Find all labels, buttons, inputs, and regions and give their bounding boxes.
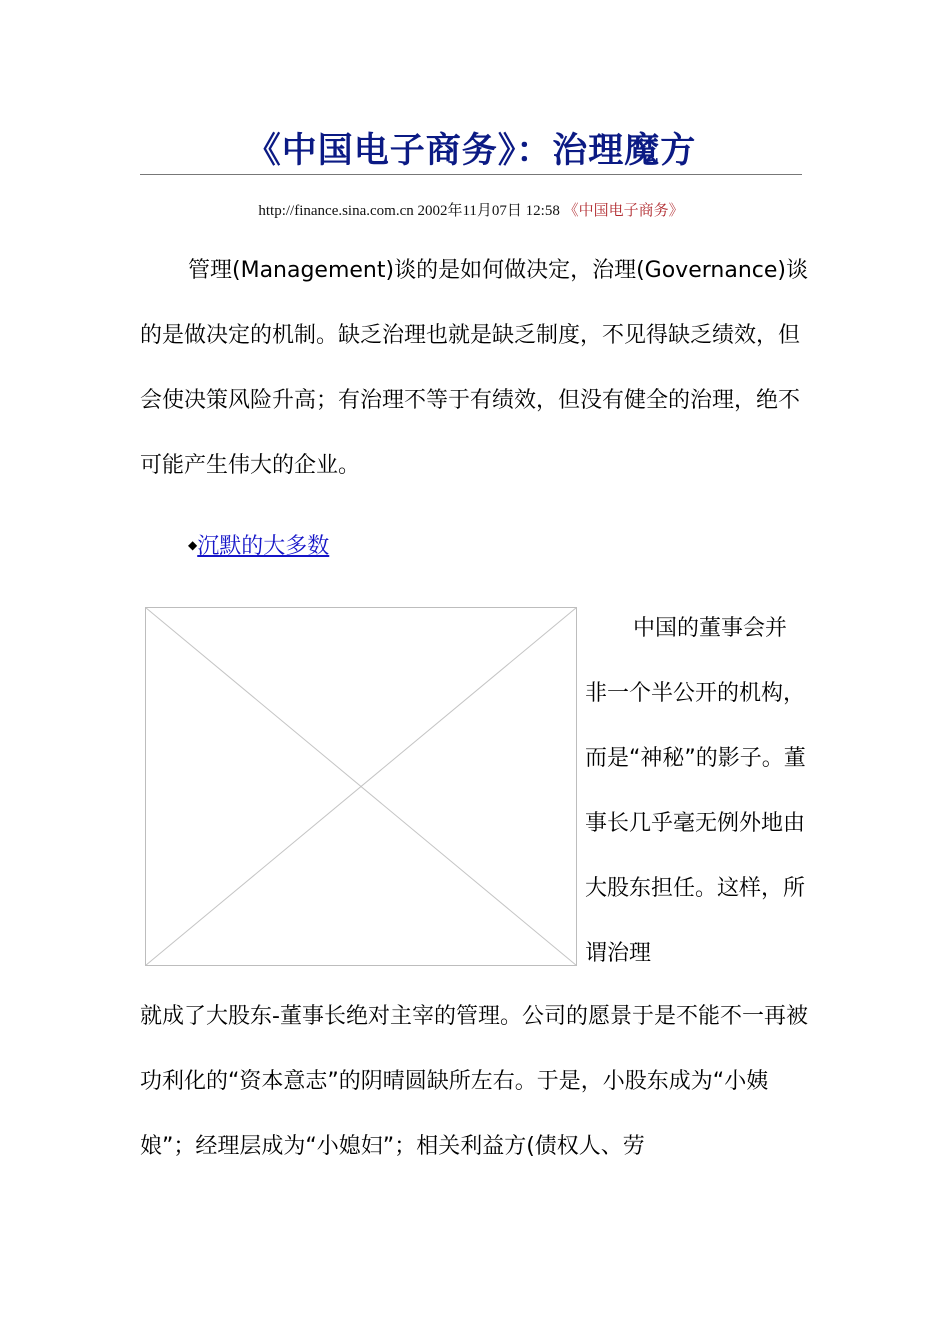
- image-placeholder: [145, 607, 577, 966]
- diamond-bullet-icon: ◆: [188, 538, 198, 552]
- article-meta: [140, 200, 802, 222]
- section-heading: [188, 528, 329, 564]
- article-title: 《中国电子商务》：治理魔方: [245, 130, 697, 171]
- meta-url-date: http://finance.sina.com.cn 2002年11月07日 12:58: [258, 203, 560, 219]
- section-link[interactable]: 沉默的大多数: [197, 534, 330, 559]
- intro-paragraph: 管理(Management)谈的是如何做决定，治理(Governance)谈的是做决定的机制。缺乏治理也就是缺乏制度，不见得缺乏绩效，但会使决策风险升高；有治理不等于有绩效，但没有健全的治理，绝不可能产生伟大的企业。: [140, 258, 808, 478]
- broken-image-icon: [145, 607, 577, 966]
- meta-source: 《中国电子商务》: [563, 203, 684, 219]
- side-paragraph: 中国的董事会并非一个半公开的机构，而是“神秘”的影子。董事长几乎毫无例外地由大股东担任。这样，所谓治理: [585, 616, 806, 966]
- title-divider: [140, 174, 802, 175]
- body-paragraph: 就成了大股东-董事长绝对主宰的管理。公司的愿景于是不能不一再被功利化的“资本意志”的阴晴圆缺所左右。于是，小股东成为“小姨娘”；经理层成为“小媳妇”；相关利益方(债权人、劳: [140, 1004, 808, 1159]
